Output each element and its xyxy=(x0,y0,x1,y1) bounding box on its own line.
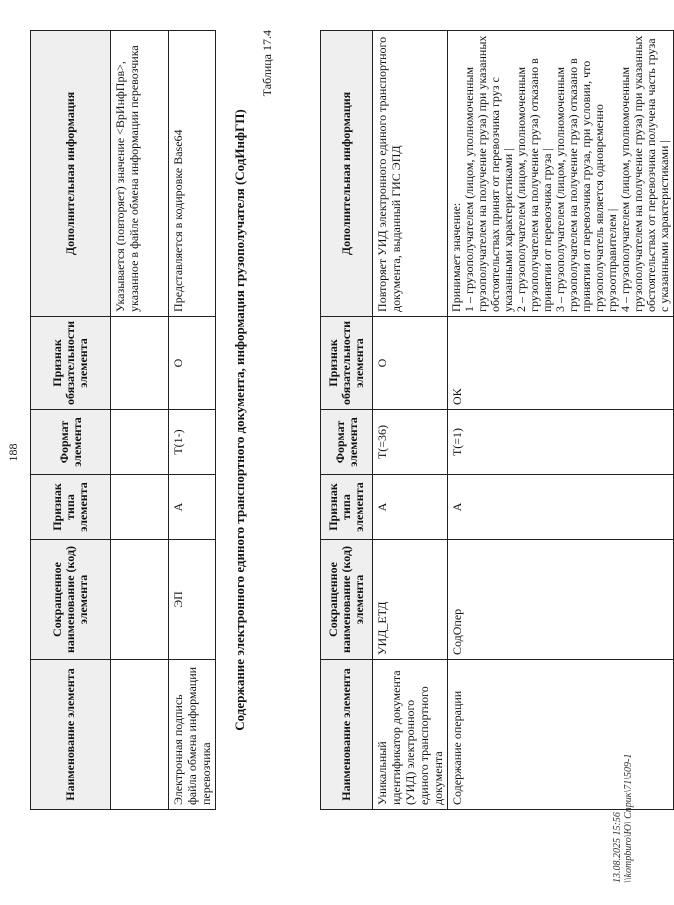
extra-item: 2 – грузополучателем (лицом, уполномоченным грузополучателем на получение груза) отказано в принятии от перевозчика груза | xyxy=(514,58,554,312)
cell-type: А xyxy=(448,475,674,540)
cell-format: T(=1) xyxy=(448,410,674,475)
cell-name: Электронная подпись файла обмена информации перевозчика xyxy=(169,660,216,810)
header-extra: Дополнительная информация xyxy=(31,31,111,317)
header-code: Сокращенное наименование (код) элемента xyxy=(31,540,111,660)
table-caption: Содержание электронного единого транспортного документа, информация грузополучателя (СодИнфГП) xyxy=(232,109,247,731)
cell-format: T(1-) xyxy=(169,410,216,475)
header-extra: Дополнительная информация xyxy=(321,31,373,317)
header-name: Наименование элемента xyxy=(31,660,111,810)
cell-required: О xyxy=(169,316,216,409)
cell-type xyxy=(111,475,169,540)
cell-required xyxy=(111,316,169,409)
cell-extra: Представляется в кодировке Base64 xyxy=(169,31,216,317)
header-format: Формат элемента xyxy=(31,410,111,475)
cell-code: СодОпер xyxy=(448,540,674,660)
cell-code: УИД_ЕТД xyxy=(373,540,448,660)
header-required: Признак обязательности элемента xyxy=(321,316,373,409)
header-type: Признак типа элемента xyxy=(321,475,373,540)
extra-item: 3 – грузополучателем (лицом, уполномоченным грузополучателем на получение груза) отказано в принятии от перевозчика груза, при условии, что грузополучатель является одновременно грузоотправителем | xyxy=(553,58,619,312)
header-type: Признак типа элемента xyxy=(31,475,111,540)
cell-required: О xyxy=(373,316,448,409)
cell-name: Содержание операции xyxy=(448,660,674,810)
extra-intro: Принимает значение: xyxy=(449,202,463,312)
print-stamp xyxy=(612,754,634,883)
table-row xyxy=(169,31,216,810)
cell-code xyxy=(111,540,169,660)
table-header-row xyxy=(321,31,373,810)
table-row xyxy=(373,31,448,810)
page-number: 188 xyxy=(6,443,20,462)
table-continuation xyxy=(30,30,216,810)
cell-name: Уникальный идентификатор документа (УИД) электронного единого транспортного документа xyxy=(373,660,448,810)
cell-format: T(=36) xyxy=(373,410,448,475)
table-header-row xyxy=(31,31,111,810)
cell-extra: Указывается (повторяет) значение <ВрИнфПрв>, указанное в файле обмена информации перевозчика xyxy=(111,31,169,317)
extra-item: 1 – грузополучателем (лицом, уполномоченным грузополучателем на получение груза) при указанных обстоятельствах принят от перевозчика груз с указанными характеристиками | xyxy=(462,35,515,312)
cell-extra xyxy=(448,31,674,317)
cell-type: А xyxy=(373,475,448,540)
cell-code: ЭП xyxy=(169,540,216,660)
table-label: Таблица 17.4 xyxy=(260,30,274,97)
cell-extra: Повторяет УИД электронного единого транспортного документа, выданный ГИС ЭПД xyxy=(373,31,448,317)
header-code: Сокращенное наименование (код) элемента xyxy=(321,540,373,660)
header-required: Признак обязательности элемента xyxy=(31,316,111,409)
extra-item: 4 – грузополучателем (лицом, уполномоченным грузополучателем на получение груза) при указанных обстоятельствах от перевозчика получена часть груза с указанными характеристиками | xyxy=(618,35,671,312)
cell-required: ОК xyxy=(448,316,674,409)
table-row xyxy=(448,31,674,810)
cell-name xyxy=(111,660,169,810)
cell-format xyxy=(111,410,169,475)
stamp-path: \\kompburo\Ю\ Сприк\71\509-1 xyxy=(623,753,634,883)
header-format: Формат элемента xyxy=(321,410,373,475)
cell-type: А xyxy=(169,475,216,540)
table-17-4 xyxy=(320,30,674,810)
header-name: Наименование элемента xyxy=(321,660,373,810)
table-row xyxy=(111,31,169,810)
stamp-date: 13.08.2025 15:56 xyxy=(612,812,623,883)
